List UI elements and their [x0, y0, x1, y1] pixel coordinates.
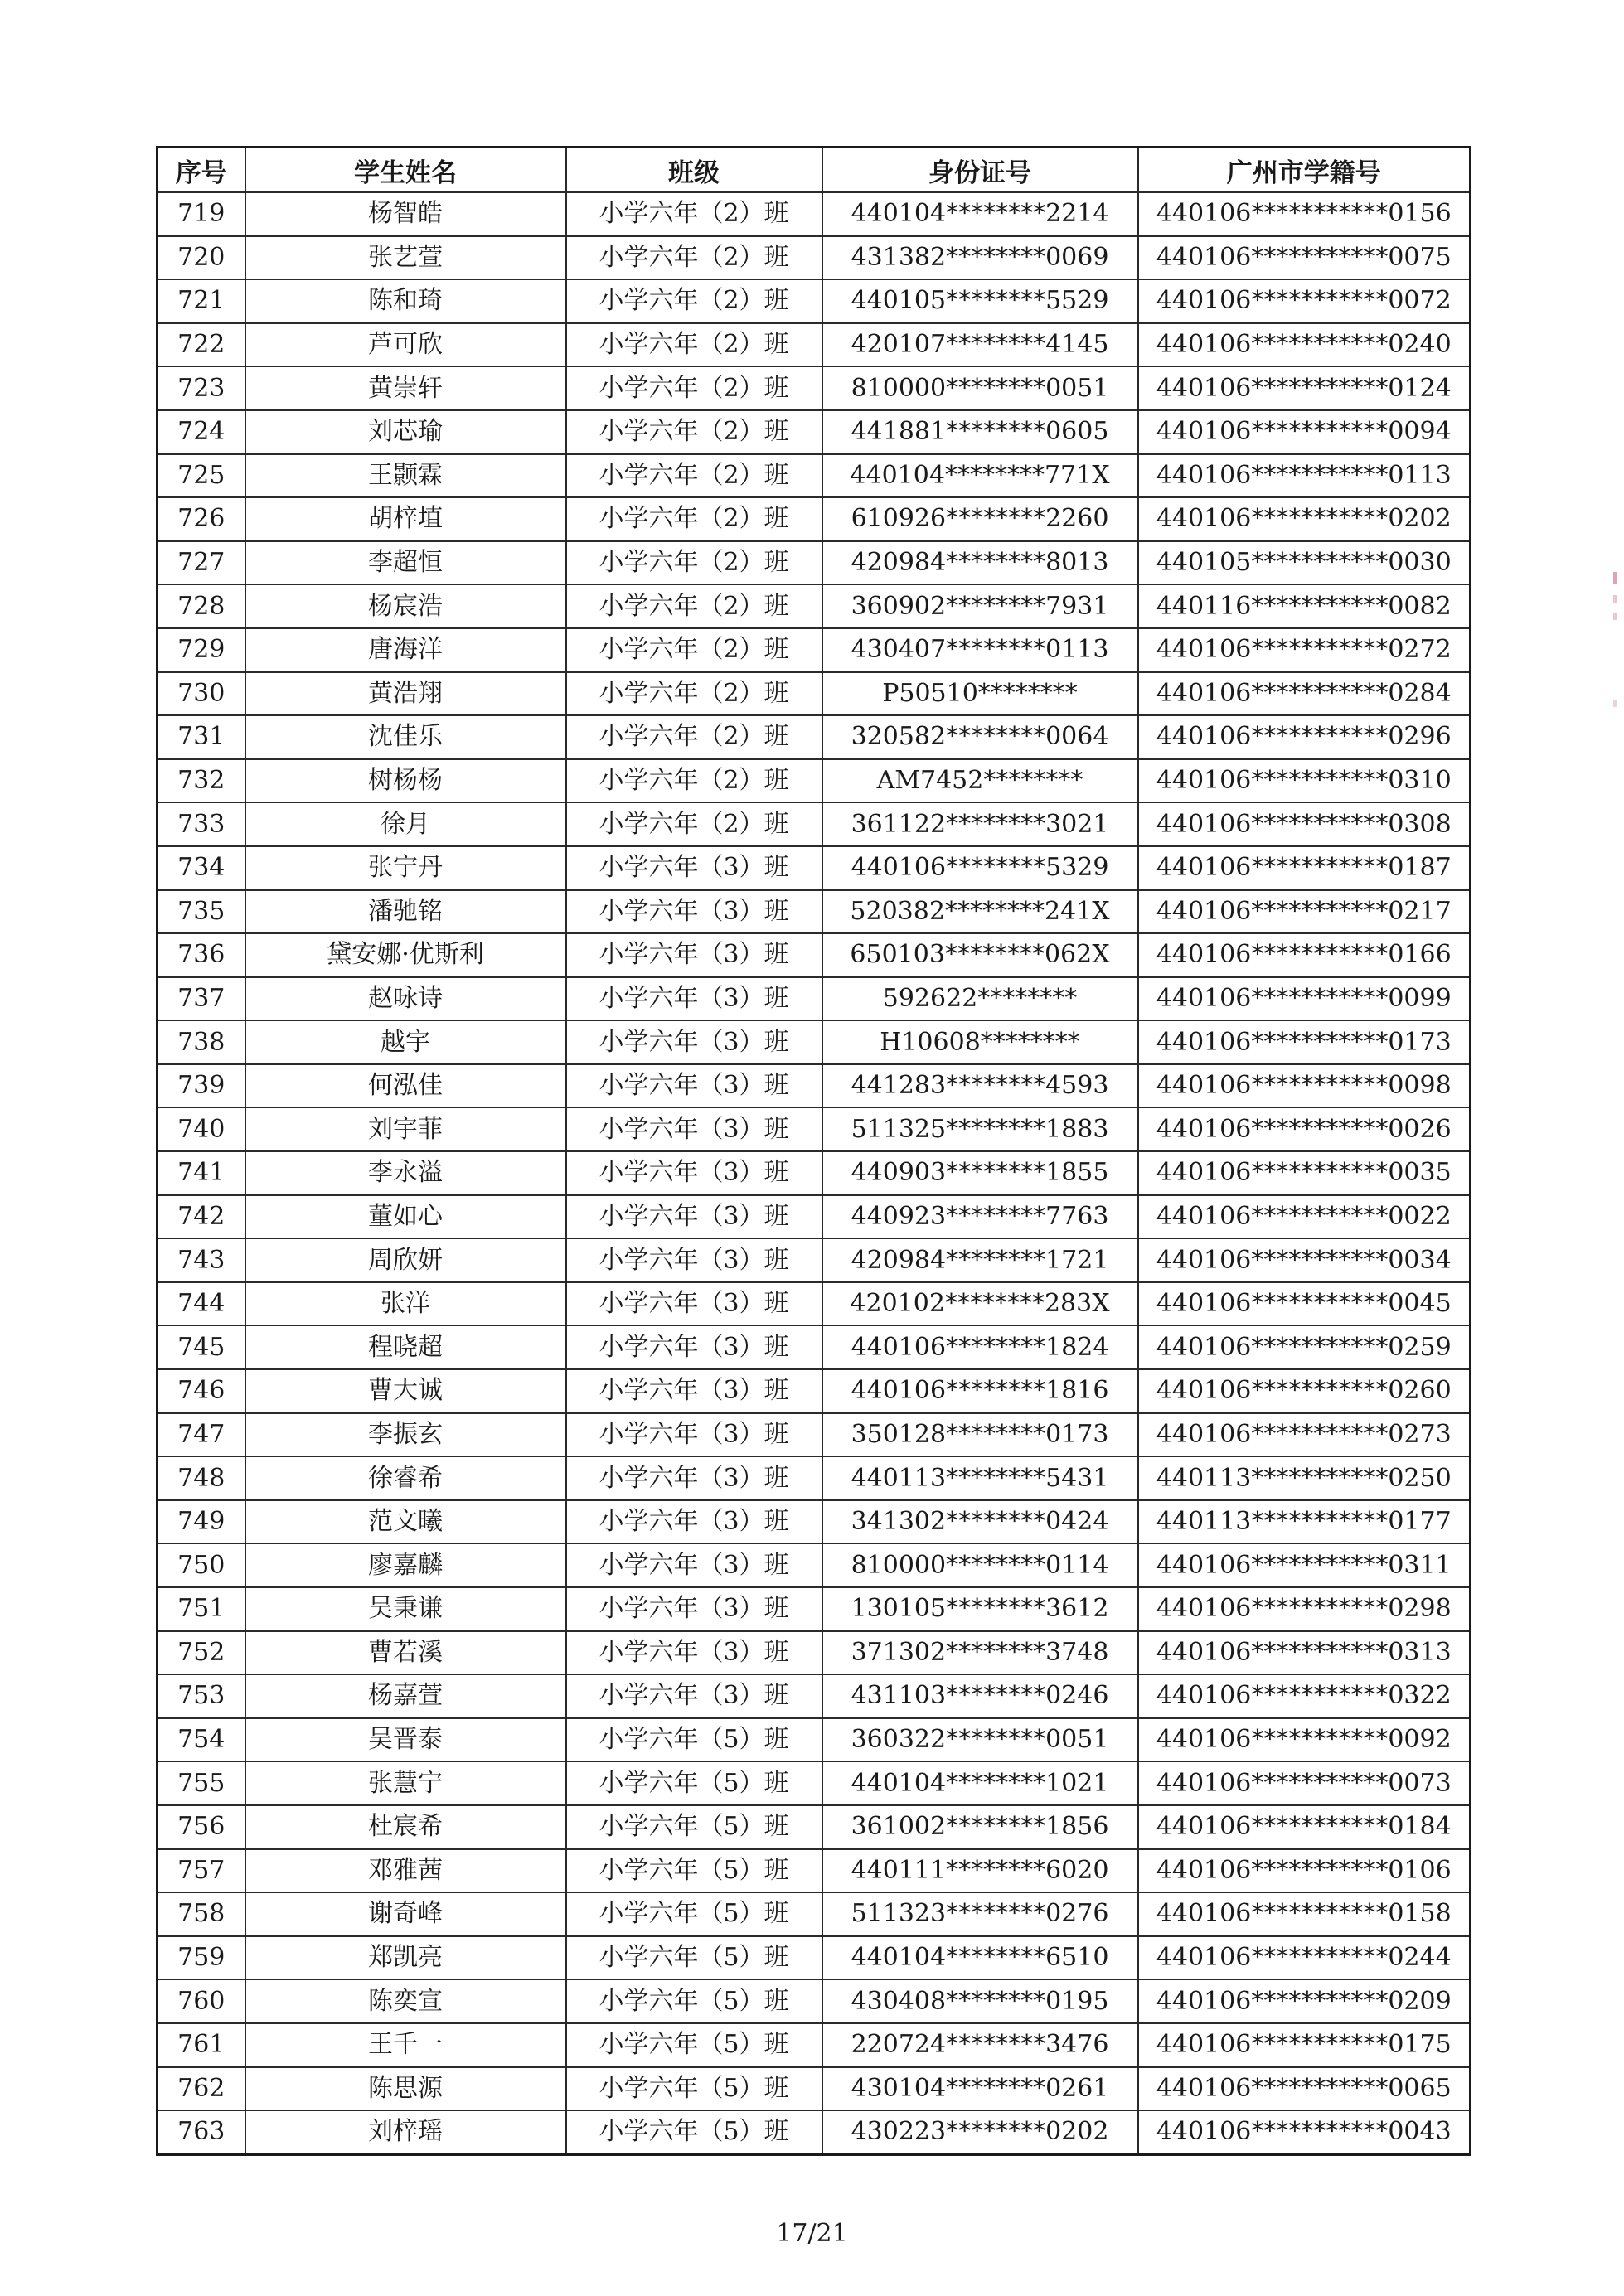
- cell-index: 748: [158, 1456, 245, 1500]
- cell-student-name: 曹大诚: [245, 1369, 566, 1413]
- cell-student-name: 李永溢: [245, 1151, 566, 1195]
- cell-index: 723: [158, 366, 245, 410]
- cell-class: 小学六年（3）班: [566, 1674, 822, 1718]
- cell-class: 小学六年（2）班: [566, 497, 822, 541]
- cell-student-name: 徐月: [245, 802, 566, 846]
- cell-id-number: 440106********5329: [822, 846, 1138, 890]
- table-row: [158, 497, 1471, 541]
- cell-class: 小学六年（3）班: [566, 1020, 822, 1064]
- cell-student-name: 王颢霖: [245, 454, 566, 498]
- scan-artifact-mark: [1613, 595, 1617, 603]
- cell-id-number: 430104********0261: [822, 2067, 1138, 2111]
- cell-registration-number: 440106***********0043: [1138, 2110, 1471, 2154]
- cell-index: 759: [158, 1936, 245, 1980]
- cell-student-name: 沈佳乐: [245, 715, 566, 759]
- cell-index: 726: [158, 497, 245, 541]
- cell-registration-number: 440106***********0072: [1138, 279, 1471, 323]
- cell-registration-number: 440106***********0244: [1138, 1936, 1471, 1980]
- cell-index: 747: [158, 1413, 245, 1457]
- cell-registration-number: 440106***********0209: [1138, 1979, 1471, 2023]
- cell-registration-number: 440106***********0240: [1138, 323, 1471, 367]
- cell-id-number: 440903********1855: [822, 1151, 1138, 1195]
- cell-index: 736: [158, 933, 245, 977]
- cell-index: 737: [158, 977, 245, 1021]
- cell-registration-number: 440106***********0045: [1138, 1282, 1471, 1326]
- cell-registration-number: 440106***********0298: [1138, 1587, 1471, 1631]
- cell-id-number: 420984********8013: [822, 541, 1138, 585]
- cell-id-number: 350128********0173: [822, 1413, 1138, 1457]
- cell-index: 761: [158, 2023, 245, 2067]
- table-row: [158, 1979, 1471, 2023]
- cell-class: 小学六年（3）班: [566, 1107, 822, 1151]
- table-row: [158, 1631, 1471, 1675]
- cell-student-name: 谢奇峰: [245, 1892, 566, 1936]
- cell-index: 755: [158, 1761, 245, 1805]
- cell-index: 727: [158, 541, 245, 585]
- cell-index: 758: [158, 1892, 245, 1936]
- table-row: [158, 1369, 1471, 1413]
- cell-id-number: 440104********2214: [822, 192, 1138, 236]
- cell-student-name: 张慧宁: [245, 1761, 566, 1805]
- cell-id-number: AM7452********: [822, 759, 1138, 803]
- cell-student-name: 吴秉谦: [245, 1587, 566, 1631]
- cell-index: 733: [158, 802, 245, 846]
- table-row: [158, 846, 1471, 890]
- table-row: [158, 802, 1471, 846]
- cell-id-number: 440111********6020: [822, 1849, 1138, 1893]
- cell-id-number: P50510********: [822, 672, 1138, 716]
- cell-class: 小学六年（3）班: [566, 1064, 822, 1108]
- cell-registration-number: 440106***********0308: [1138, 802, 1471, 846]
- cell-student-name: 杨嘉萱: [245, 1674, 566, 1718]
- cell-index: 756: [158, 1805, 245, 1849]
- cell-id-number: 360322********0051: [822, 1718, 1138, 1762]
- cell-student-name: 廖嘉麟: [245, 1543, 566, 1587]
- page-number: 17/21: [776, 2219, 848, 2248]
- cell-class: 小学六年（2）班: [566, 672, 822, 716]
- cell-student-name: 张洋: [245, 1282, 566, 1326]
- cell-registration-number: 440106***********0187: [1138, 846, 1471, 890]
- cell-student-name: 潘驰铭: [245, 890, 566, 934]
- cell-id-number: 431382********0069: [822, 236, 1138, 280]
- cell-student-name: 王千一: [245, 2023, 566, 2067]
- header-student-registration-number: 广州市学籍号: [1138, 148, 1471, 193]
- cell-id-number: 511323********0276: [822, 1892, 1138, 1936]
- cell-registration-number: 440106***********0113: [1138, 454, 1471, 498]
- cell-index: 734: [158, 846, 245, 890]
- scan-artifact-mark: [1613, 572, 1617, 584]
- cell-class: 小学六年（2）班: [566, 715, 822, 759]
- cell-registration-number: 440113***********0177: [1138, 1500, 1471, 1544]
- table-row: [158, 1761, 1471, 1805]
- cell-class: 小学六年（3）班: [566, 977, 822, 1021]
- cell-class: 小学六年（2）班: [566, 802, 822, 846]
- table-row: [158, 1805, 1471, 1849]
- cell-class: 小学六年（2）班: [566, 323, 822, 367]
- table-row: [158, 1413, 1471, 1457]
- cell-registration-number: 440106***********0202: [1138, 497, 1471, 541]
- cell-class: 小学六年（3）班: [566, 933, 822, 977]
- table-row: [158, 2110, 1471, 2154]
- cell-class: 小学六年（3）班: [566, 1238, 822, 1282]
- table-row: [158, 1195, 1471, 1239]
- cell-id-number: 361122********3021: [822, 802, 1138, 846]
- table-row: [158, 2023, 1471, 2067]
- cell-class: 小学六年（3）班: [566, 1151, 822, 1195]
- cell-registration-number: 440106***********0075: [1138, 236, 1471, 280]
- cell-class: 小学六年（5）班: [566, 2023, 822, 2067]
- cell-index: 731: [158, 715, 245, 759]
- table-row: [158, 1718, 1471, 1762]
- cell-student-name: 唐海洋: [245, 628, 566, 672]
- cell-registration-number: 440106***********0092: [1138, 1718, 1471, 1762]
- cell-class: 小学六年（2）班: [566, 279, 822, 323]
- cell-index: 741: [158, 1151, 245, 1195]
- table-row: [158, 933, 1471, 977]
- cell-id-number: 360902********7931: [822, 584, 1138, 628]
- cell-student-name: 赵咏诗: [245, 977, 566, 1021]
- cell-class: 小学六年（2）班: [566, 584, 822, 628]
- cell-index: 738: [158, 1020, 245, 1064]
- cell-id-number: 440104********1021: [822, 1761, 1138, 1805]
- cell-index: 744: [158, 1282, 245, 1326]
- cell-class: 小学六年（3）班: [566, 1413, 822, 1457]
- header-student-name: 学生姓名: [245, 148, 566, 193]
- cell-registration-number: 440106***********0035: [1138, 1151, 1471, 1195]
- cell-class: 小学六年（3）班: [566, 1543, 822, 1587]
- cell-id-number: 511325********1883: [822, 1107, 1138, 1151]
- table-row: [158, 1936, 1471, 1980]
- cell-index: 763: [158, 2110, 245, 2154]
- cell-student-name: 杜宸希: [245, 1805, 566, 1849]
- cell-student-name: 李振玄: [245, 1413, 566, 1457]
- cell-index: 722: [158, 323, 245, 367]
- table-row: [158, 1587, 1471, 1631]
- cell-id-number: 431103********0246: [822, 1674, 1138, 1718]
- cell-id-number: 361002********1856: [822, 1805, 1138, 1849]
- cell-student-name: 徐睿希: [245, 1456, 566, 1500]
- table-header-row: [158, 148, 1471, 193]
- table-row: [158, 759, 1471, 803]
- cell-registration-number: 440106***********0099: [1138, 977, 1471, 1021]
- cell-index: 746: [158, 1369, 245, 1413]
- cell-index: 752: [158, 1631, 245, 1675]
- table-row: [158, 192, 1471, 236]
- cell-index: 762: [158, 2067, 245, 2111]
- cell-registration-number: 440106***********0310: [1138, 759, 1471, 803]
- cell-id-number: 440106********1816: [822, 1369, 1138, 1413]
- cell-registration-number: 440106***********0313: [1138, 1631, 1471, 1675]
- cell-index: 730: [158, 672, 245, 716]
- table-row: [158, 1543, 1471, 1587]
- cell-class: 小学六年（2）班: [566, 541, 822, 585]
- scan-artifact-mark: [1613, 613, 1617, 620]
- table-row: [158, 1674, 1471, 1718]
- cell-registration-number: 440105***********0030: [1138, 541, 1471, 585]
- cell-student-name: 刘梓瑶: [245, 2110, 566, 2154]
- cell-id-number: 441283********4593: [822, 1064, 1138, 1108]
- cell-class: 小学六年（2）班: [566, 628, 822, 672]
- cell-index: 728: [158, 584, 245, 628]
- table-row: [158, 1282, 1471, 1326]
- cell-registration-number: 440106***********0094: [1138, 410, 1471, 454]
- cell-student-name: 张宁丹: [245, 846, 566, 890]
- cell-class: 小学六年（2）班: [566, 366, 822, 410]
- cell-class: 小学六年（3）班: [566, 1500, 822, 1544]
- table-row: [158, 1064, 1471, 1108]
- cell-class: 小学六年（2）班: [566, 759, 822, 803]
- cell-class: 小学六年（2）班: [566, 236, 822, 280]
- cell-class: 小学六年（5）班: [566, 1892, 822, 1936]
- cell-class: 小学六年（3）班: [566, 1631, 822, 1675]
- cell-registration-number: 440106***********0184: [1138, 1805, 1471, 1849]
- cell-registration-number: 440106***********0273: [1138, 1413, 1471, 1457]
- cell-id-number: 430408********0195: [822, 1979, 1138, 2023]
- header-class: 班级: [566, 148, 822, 193]
- table-row: [158, 279, 1471, 323]
- cell-id-number: 320582********0064: [822, 715, 1138, 759]
- cell-id-number: H10608********: [822, 1020, 1138, 1064]
- cell-id-number: 440106********1824: [822, 1325, 1138, 1369]
- cell-index: 735: [158, 890, 245, 934]
- cell-registration-number: 440106***********0311: [1138, 1543, 1471, 1587]
- cell-id-number: 341302********0424: [822, 1500, 1138, 1544]
- cell-registration-number: 440106***********0175: [1138, 2023, 1471, 2067]
- cell-student-name: 何泓佳: [245, 1064, 566, 1108]
- cell-index: 721: [158, 279, 245, 323]
- cell-id-number: 810000********0114: [822, 1543, 1138, 1587]
- cell-student-name: 越宇: [245, 1020, 566, 1064]
- cell-registration-number: 440106***********0026: [1138, 1107, 1471, 1151]
- cell-class: 小学六年（3）班: [566, 846, 822, 890]
- cell-registration-number: 440106***********0296: [1138, 715, 1471, 759]
- cell-class: 小学六年（5）班: [566, 1849, 822, 1893]
- cell-id-number: 440105********5529: [822, 279, 1138, 323]
- cell-registration-number: 440116***********0082: [1138, 584, 1471, 628]
- cell-student-name: 杨宸浩: [245, 584, 566, 628]
- cell-registration-number: 440106***********0166: [1138, 933, 1471, 977]
- cell-student-name: 张艺萱: [245, 236, 566, 280]
- cell-student-name: 陈思源: [245, 2067, 566, 2111]
- cell-registration-number: 440106***********0272: [1138, 628, 1471, 672]
- cell-student-name: 刘宇菲: [245, 1107, 566, 1151]
- cell-index: 751: [158, 1587, 245, 1631]
- cell-registration-number: 440106***********0156: [1138, 192, 1471, 236]
- cell-index: 760: [158, 1979, 245, 2023]
- cell-id-number: 420102********283X: [822, 1282, 1138, 1326]
- cell-class: 小学六年（3）班: [566, 1587, 822, 1631]
- table-row: [158, 2067, 1471, 2111]
- cell-class: 小学六年（5）班: [566, 1936, 822, 1980]
- cell-class: 小学六年（2）班: [566, 454, 822, 498]
- cell-student-name: 周欣妍: [245, 1238, 566, 1282]
- cell-class: 小学六年（3）班: [566, 1369, 822, 1413]
- cell-registration-number: 440106***********0022: [1138, 1195, 1471, 1239]
- cell-student-name: 曹若溪: [245, 1631, 566, 1675]
- cell-registration-number: 440106***********0073: [1138, 1761, 1471, 1805]
- cell-registration-number: 440106***********0260: [1138, 1369, 1471, 1413]
- table-row: [158, 366, 1471, 410]
- cell-registration-number: 440106***********0322: [1138, 1674, 1471, 1718]
- cell-id-number: 130105********3612: [822, 1587, 1138, 1631]
- table-row: [158, 1892, 1471, 1936]
- cell-student-name: 吴晋泰: [245, 1718, 566, 1762]
- cell-id-number: 430407********0113: [822, 628, 1138, 672]
- cell-class: 小学六年（3）班: [566, 1282, 822, 1326]
- cell-id-number: 441881********0605: [822, 410, 1138, 454]
- cell-registration-number: 440106***********0124: [1138, 366, 1471, 410]
- cell-student-name: 黛安娜·优斯利: [245, 933, 566, 977]
- header-index: 序号: [158, 148, 245, 193]
- cell-student-name: 董如心: [245, 1195, 566, 1239]
- cell-student-name: 李超恒: [245, 541, 566, 585]
- cell-student-name: 芦可欣: [245, 323, 566, 367]
- cell-class: 小学六年（3）班: [566, 1325, 822, 1369]
- cell-index: 732: [158, 759, 245, 803]
- table-row: [158, 454, 1471, 498]
- cell-index: 753: [158, 1674, 245, 1718]
- cell-id-number: 610926********2260: [822, 497, 1138, 541]
- table-row: [158, 977, 1471, 1021]
- cell-registration-number: 440106***********0173: [1138, 1020, 1471, 1064]
- cell-class: 小学六年（5）班: [566, 2110, 822, 2154]
- cell-index: 729: [158, 628, 245, 672]
- cell-id-number: 650103********062X: [822, 933, 1138, 977]
- cell-id-number: 430223********0202: [822, 2110, 1138, 2154]
- cell-class: 小学六年（5）班: [566, 1805, 822, 1849]
- cell-student-name: 胡梓埴: [245, 497, 566, 541]
- cell-index: 754: [158, 1718, 245, 1762]
- table-row: [158, 628, 1471, 672]
- cell-student-name: 杨智皓: [245, 192, 566, 236]
- cell-student-name: 黄崇轩: [245, 366, 566, 410]
- cell-index: 719: [158, 192, 245, 236]
- table-row: [158, 1456, 1471, 1500]
- cell-student-name: 树杨杨: [245, 759, 566, 803]
- cell-index: 743: [158, 1238, 245, 1282]
- cell-registration-number: 440106***********0034: [1138, 1238, 1471, 1282]
- cell-index: 750: [158, 1543, 245, 1587]
- cell-class: 小学六年（5）班: [566, 1718, 822, 1762]
- cell-index: 720: [158, 236, 245, 280]
- cell-registration-number: 440106***********0106: [1138, 1849, 1471, 1893]
- cell-student-name: 陈和琦: [245, 279, 566, 323]
- cell-index: 757: [158, 1849, 245, 1893]
- table-row: [158, 410, 1471, 454]
- table-row: [158, 890, 1471, 934]
- cell-student-name: 郑凯亮: [245, 1936, 566, 1980]
- cell-class: 小学六年（5）班: [566, 2067, 822, 2111]
- cell-id-number: 371302********3748: [822, 1631, 1138, 1675]
- cell-index: 725: [158, 454, 245, 498]
- cell-index: 749: [158, 1500, 245, 1544]
- cell-student-name: 邓雅茜: [245, 1849, 566, 1893]
- cell-id-number: 520382********241X: [822, 890, 1138, 934]
- table-row: [158, 672, 1471, 716]
- cell-class: 小学六年（3）班: [566, 1195, 822, 1239]
- cell-index: 742: [158, 1195, 245, 1239]
- cell-registration-number: 440106***********0158: [1138, 1892, 1471, 1936]
- cell-id-number: 420107********4145: [822, 323, 1138, 367]
- scan-artifact-mark: [1613, 700, 1617, 707]
- cell-id-number: 420984********1721: [822, 1238, 1138, 1282]
- cell-registration-number: 440106***********0098: [1138, 1064, 1471, 1108]
- cell-index: 745: [158, 1325, 245, 1369]
- cell-student-name: 程晓超: [245, 1325, 566, 1369]
- cell-registration-number: 440106***********0065: [1138, 2067, 1471, 2111]
- cell-student-name: 黄浩翔: [245, 672, 566, 716]
- header-id-number: 身份证号: [822, 148, 1138, 193]
- cell-index: 739: [158, 1064, 245, 1108]
- table-row: [158, 1849, 1471, 1893]
- table-row: [158, 1020, 1471, 1064]
- cell-id-number: 440104********771X: [822, 454, 1138, 498]
- table-row: [158, 323, 1471, 367]
- cell-student-name: 陈奕宣: [245, 1979, 566, 2023]
- cell-id-number: 592622********: [822, 977, 1138, 1021]
- cell-class: 小学六年（2）班: [566, 410, 822, 454]
- table-row: [158, 1500, 1471, 1544]
- cell-index: 740: [158, 1107, 245, 1151]
- cell-student-name: 刘芯瑜: [245, 410, 566, 454]
- cell-class: 小学六年（2）班: [566, 192, 822, 236]
- cell-registration-number: 440106***********0284: [1138, 672, 1471, 716]
- table-row: [158, 1151, 1471, 1195]
- table-body: [158, 192, 1471, 2154]
- cell-id-number: 440923********7763: [822, 1195, 1138, 1239]
- table-row: [158, 1238, 1471, 1282]
- table-row: [158, 584, 1471, 628]
- table-row: [158, 541, 1471, 585]
- cell-class: 小学六年（3）班: [566, 890, 822, 934]
- cell-student-name: 范文曦: [245, 1500, 566, 1544]
- cell-class: 小学六年（5）班: [566, 1979, 822, 2023]
- cell-registration-number: 440106***********0217: [1138, 890, 1471, 934]
- cell-id-number: 440113********5431: [822, 1456, 1138, 1500]
- table-row: [158, 1107, 1471, 1151]
- cell-registration-number: 440106***********0259: [1138, 1325, 1471, 1369]
- cell-id-number: 220724********3476: [822, 2023, 1138, 2067]
- cell-class: 小学六年（5）班: [566, 1761, 822, 1805]
- student-roster-table: [156, 146, 1471, 2156]
- table-row: [158, 236, 1471, 280]
- cell-index: 724: [158, 410, 245, 454]
- cell-class: 小学六年（3）班: [566, 1456, 822, 1500]
- table-row: [158, 715, 1471, 759]
- cell-registration-number: 440113***********0250: [1138, 1456, 1471, 1500]
- cell-id-number: 810000********0051: [822, 366, 1138, 410]
- cell-id-number: 440104********6510: [822, 1936, 1138, 1980]
- table-row: [158, 1325, 1471, 1369]
